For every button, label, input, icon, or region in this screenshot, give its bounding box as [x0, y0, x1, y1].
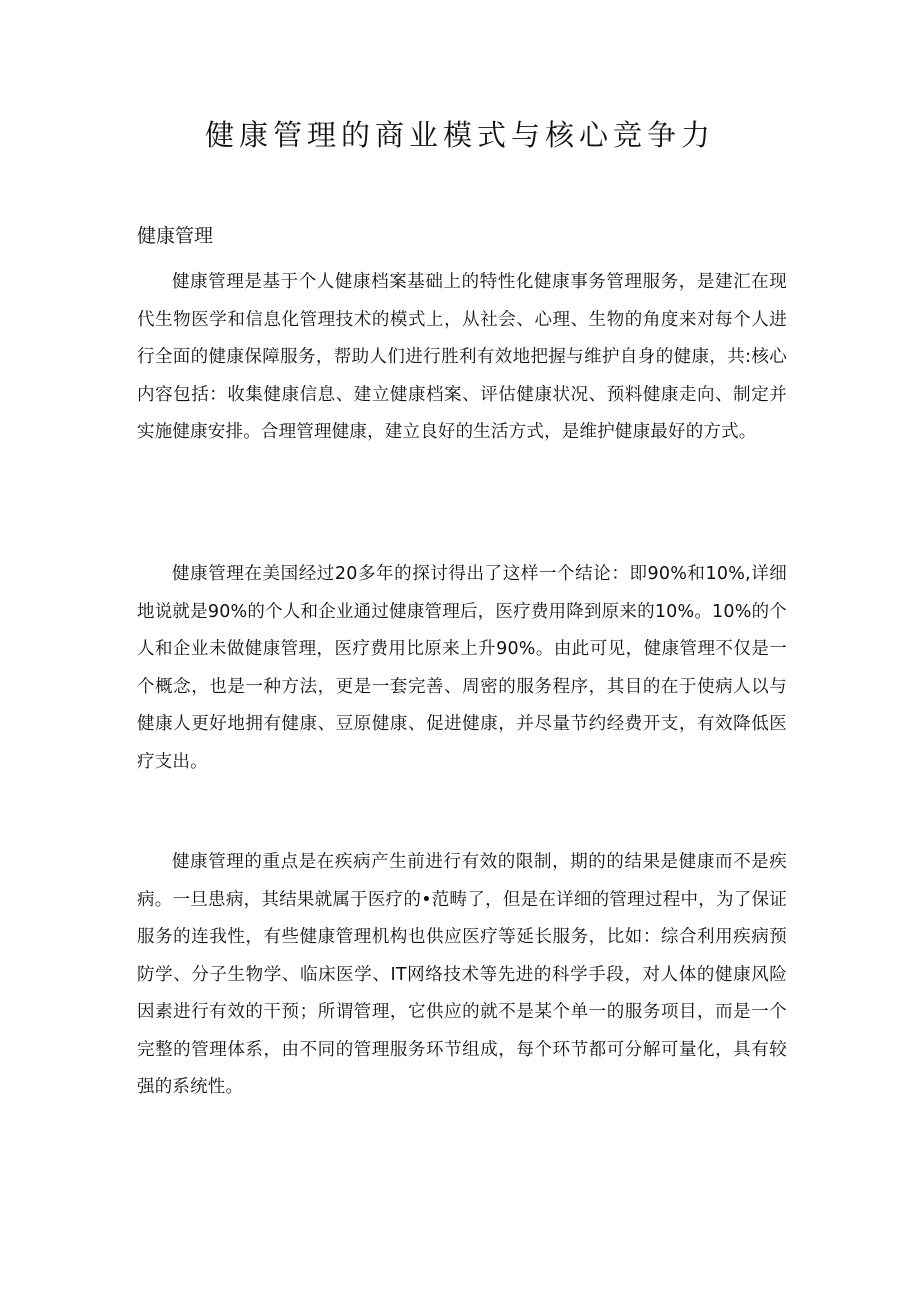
body-paragraph: 健康管理的重点是在疾病产生前进行有效的限制，期的的结果是健康而不是疾病。一旦患病，其结果就属于医疗的•范畴了，但是在详细的管理过程中，为了保证服务的连我性，有些健康管理机构也供应医疗等延长服务，比如：综合利用疾病预防学、分子生物学、临床医学、IT网络技术等先进的科学手段，对人体的健康风险因素进行有效的干预；所谓管理，它供应的就不是某个单一的服务项目，而是一个完整的管理体系，由不同的管理服务环节组成，每个环节都可分解可量化，具有较强的系统性。: [137, 852, 787, 1097]
section-heading: 健康管理: [137, 225, 214, 247]
body-paragraph: 健康管理是基于个人健康档案基础上的特性化健康事务管理服务，是建汇在现代生物医学和信息化管理技术的模式上，从社会、心理、生物的角度来对每个人进行全面的健康保障服务，帮助人们进行胜利有效地把握与维护自身的健康，共:核心内容包括：收集健康信息、建立健康档案、评估健康状况、预料健康走向、制定并实施健康安排。合理管理健康，建立良好的生活方式，是维护健康最好的方式。: [137, 272, 787, 442]
document-title: 健康管理的商业模式与核心竞争力: [204, 118, 715, 152]
body-paragraph: 健康管理在美国经过20多年的探讨得出了这样一个结论：即90%和10%,详细地说就是90%的个人和企业通过健康管理后，医疗费用降到原来的10%。10%的个人和企业未做健康管理，医疗费用比原来上升90%。由此可见，健康管理不仅是一个概念，也是一种方法，更是一套完善、周密的服务程序，其目的在于使病人以与健康人更好地拥有健康、豆原健康、促进健康，并尽量节约经费开支，有效降低医疗支出。: [137, 564, 787, 772]
